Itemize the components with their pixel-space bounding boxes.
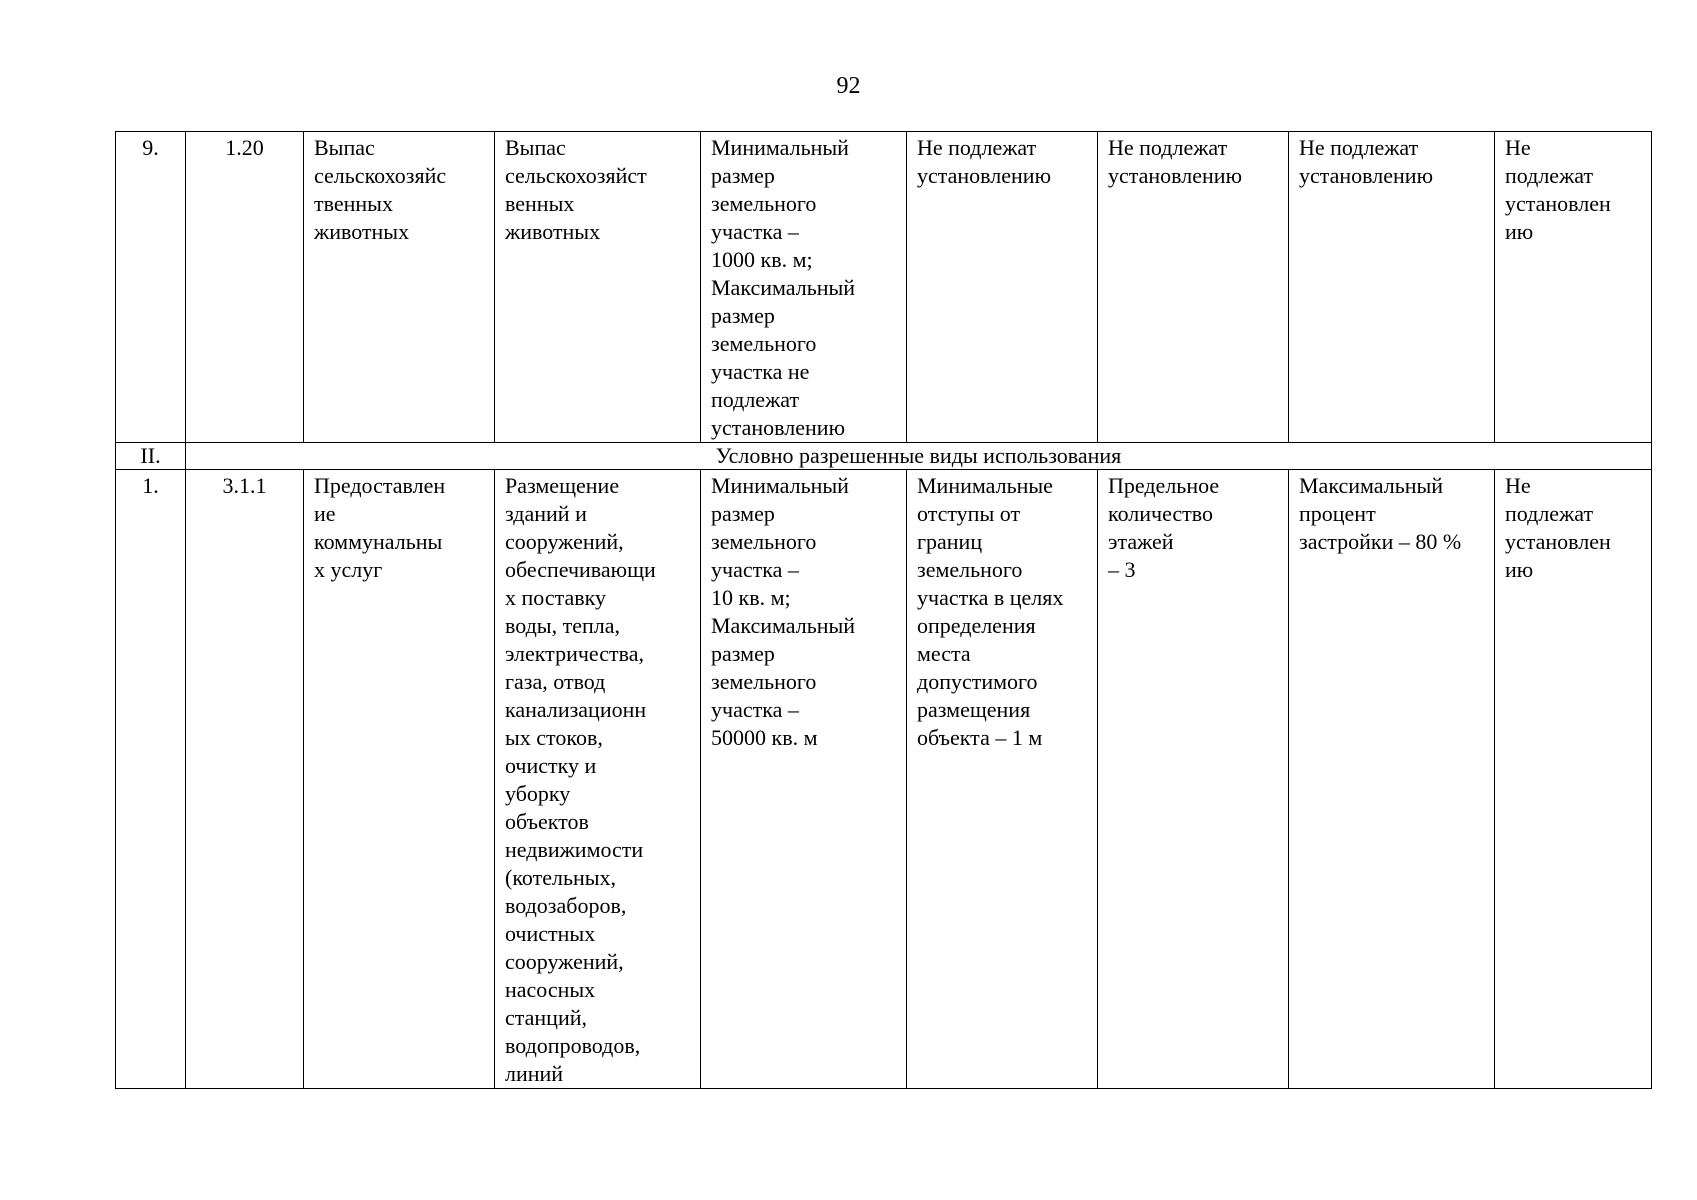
floor-limits: Предельное количество этажей – 3 xyxy=(1098,470,1289,1089)
land-use-description: Размещение зданий и сооружений, обеспечивающи х поставку воды, тепла, электричества, газа, отвод канализационн ых стоков, очистку и уборку объектов недвижимости (котельных, водозаборов, очистных сооружений, насосных станций, водопроводов, линий xyxy=(495,470,701,1089)
coverage-limits: Не подлежат установлению xyxy=(1289,132,1495,443)
coverage-limits: Максимальный процент застройки – 80 % xyxy=(1289,470,1495,1089)
land-use-name: Предоставлен ие коммунальны х услуг xyxy=(304,470,495,1089)
row-number: 1. xyxy=(116,470,186,1089)
row-number: 9. xyxy=(116,132,186,443)
setback-limits: Минимальные отступы от границ земельного участка в целях определения места допустимого размещения объекта – 1 м xyxy=(907,470,1098,1089)
page-number: 92 xyxy=(836,73,861,99)
table-row xyxy=(116,132,1652,443)
table-row xyxy=(116,470,1652,1089)
land-use-description: Выпас сельскохозяйст венных животных xyxy=(495,132,701,443)
floor-limits: Не подлежат установлению xyxy=(1098,132,1289,443)
land-use-name: Выпас сельскохозяйс твенных животных xyxy=(304,132,495,443)
plot-size-limits: Минимальный размер земельного участка – 1000 кв. м; Максимальный размер земельного участка не подлежат установлению xyxy=(701,132,907,443)
section-number: II. xyxy=(116,443,186,470)
section-title: Условно разрешенные виды использования xyxy=(186,443,1652,470)
plot-size-limits: Минимальный размер земельного участка – 10 кв. м; Максимальный размер земельного участка – 50000 кв. м xyxy=(701,470,907,1089)
land-use-code: 3.1.1 xyxy=(186,470,304,1089)
other-limits: Не подлежат установлен ию xyxy=(1495,132,1652,443)
setback-limits: Не подлежат установлению xyxy=(907,132,1098,443)
land-use-table xyxy=(115,131,1652,1089)
other-limits: Не подлежат установлен ию xyxy=(1495,470,1652,1089)
section-row xyxy=(116,443,1652,470)
land-use-code: 1.20 xyxy=(186,132,304,443)
